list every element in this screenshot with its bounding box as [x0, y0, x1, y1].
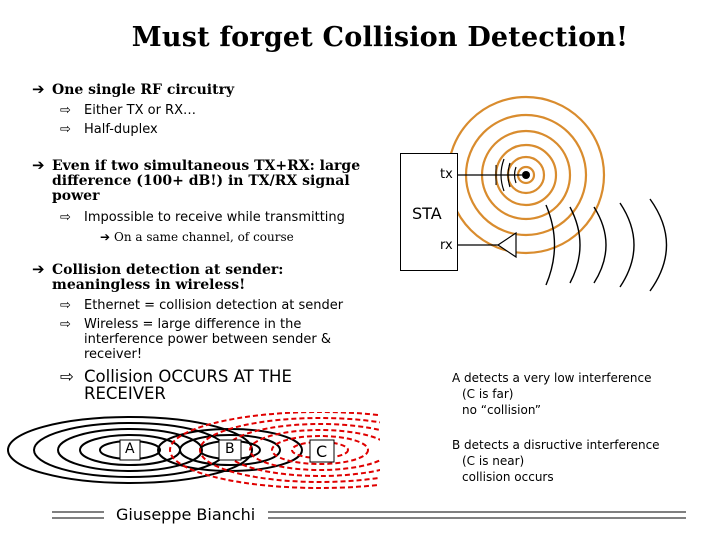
note-b-line-3: collision occurs	[462, 470, 554, 484]
hollow-arrow-icon: ⇨	[60, 122, 71, 137]
node-a-label: A	[125, 441, 135, 457]
bullet-1-sub-2: Half-duplex	[84, 122, 158, 137]
note-a-line-2: (C is far)	[462, 387, 514, 401]
bullet-3-text: Collision detection at sender: meaningless in wireless!	[52, 262, 284, 293]
arrow-right-icon: ➔	[32, 260, 45, 278]
bullet-2-text: Even if two simultaneous TX+RX: large difference (100+ dB!) in TX/RX signal power	[52, 158, 361, 204]
hollow-arrow-icon: ⇨	[60, 103, 71, 118]
note-b-line-2: (C is near)	[462, 454, 525, 468]
footer-rule	[0, 506, 720, 526]
bullet-3-sub-3: Collision OCCURS AT THE RECEIVER	[84, 367, 292, 403]
arrow-right-icon: ➔	[32, 156, 45, 174]
node-c-label: C	[316, 442, 328, 461]
slide-title: Must forget Collision Detection!	[131, 22, 629, 53]
hollow-arrow-icon: ⇨	[60, 367, 74, 386]
hollow-arrow-icon: ⇨	[60, 317, 71, 332]
footer-author: Giuseppe Bianchi	[116, 505, 256, 524]
bullet-3-sub-1: Ethernet = collision detection at sender	[84, 298, 344, 313]
hollow-arrow-icon: ⇨	[60, 210, 71, 225]
bullet-2-subsub: On a same channel, of course	[114, 230, 294, 244]
arrow-right-icon: ➔	[32, 80, 45, 98]
small-arrow-icon: ➔	[100, 230, 111, 244]
rx-label: rx	[440, 238, 453, 253]
bullet-2-sub-1: Impossible to receive while transmitting	[84, 210, 345, 225]
bullet-3-sub-2: Wireless = large difference in the interference power between sender & receiver!	[84, 317, 331, 362]
hollow-arrow-icon: ⇨	[60, 298, 71, 313]
note-a-line-1: A detects a very low interference	[452, 371, 652, 385]
note-a-line-3: no “collision”	[462, 403, 542, 417]
node-b-label: B	[225, 441, 235, 457]
note-b-line-1: B detects a disructive interference	[452, 438, 660, 452]
tx-label: tx	[440, 167, 453, 182]
sta-label: STA	[412, 204, 442, 223]
bullet-1-text: One single RF circuitry	[52, 82, 235, 98]
bullet-1-sub-1: Either TX or RX…	[84, 103, 196, 118]
